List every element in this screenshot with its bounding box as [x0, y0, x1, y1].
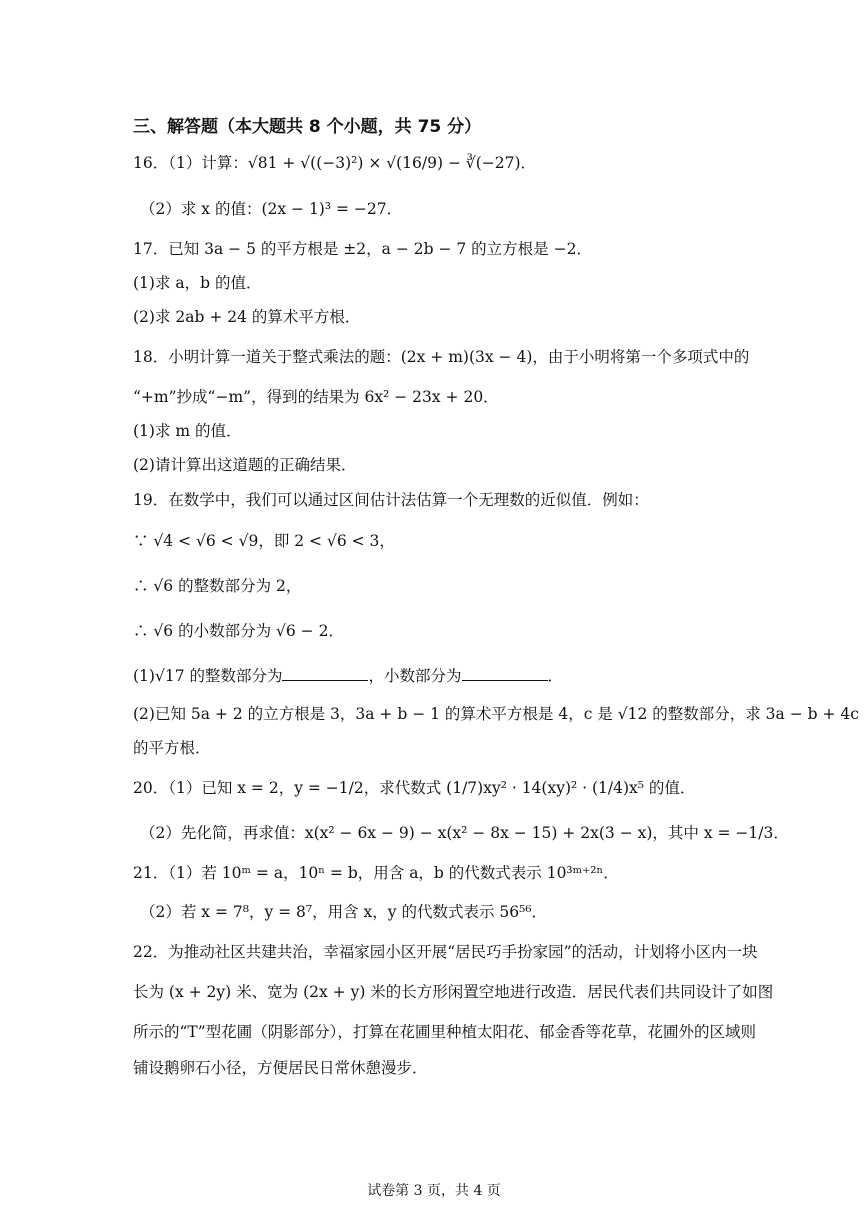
- q22-line4: 铺设鹅卵石小径，方便居民日常休憩漫步．: [133, 1059, 428, 1077]
- q18-part1: (1)求 m 的值．: [133, 422, 242, 440]
- q18-part2: (2)请计算出这道题的正确结果．: [133, 456, 357, 474]
- q19-part1-label1: (1)√17 的整数部分为: [133, 667, 283, 685]
- answer-blank-1[interactable]: [282, 666, 368, 681]
- q22-line1: 22．为推动社区共建共治，幸福家园小区开展“居民巧手扮家园”的活动，计划将小区内一块: [133, 943, 758, 961]
- q22-line2: 长为 (x + 2y) 米、宽为 (2x + y) 米的长方形闲置空地进行改造．居民代表们共同设计了如图: [133, 983, 774, 1001]
- q17-part1: (1)求 a，b 的值．: [133, 274, 262, 292]
- q18-stem-line2: “+m”抄成“−m”，得到的结果为 6x² − 23x + 20．: [133, 388, 499, 406]
- q16-part1: 16．（1）计算：√81 + √((−3)²) × √(16/9) − ∛(−27)．: [133, 154, 537, 172]
- section-title: 三、解答题（本大题共 8 个小题，共 75 分）: [133, 117, 482, 137]
- q19-part1: [133, 665, 563, 687]
- q22-line3: 所示的“T”型花圃（阴影部分），打算在花圃里种植太阳花、郁金香等花草，花圃外的区域则: [133, 1023, 756, 1041]
- q16-part2: （2）求 x 的值：(2x − 1)³ = −27．: [140, 200, 403, 218]
- q20-part2: （2）先化简，再求值：x(x² − 6x − 9) − x(x² − 8x − 15) + 2x(3 − x)，其中 x = −1/3．: [140, 824, 789, 842]
- q19-part2-line1: (2)已知 5a + 2 的立方根是 3，3a + b − 1 的算术平方根是 4，c 是 √12 的整数部分，求 3a − b + 4c: [133, 705, 859, 723]
- q17-stem: 17．已知 3a − 5 的平方根是 ±2，a − 2b − 7 的立方根是 −2．: [133, 240, 592, 258]
- q19-stem: 19．在数学中，我们可以通过区间估计法估算一个无理数的近似值．例如：: [133, 491, 649, 509]
- q19-example-line1: ∵ √4 < √6 < √9，即 2 < √6 < 3，: [133, 532, 395, 550]
- q20-part1: 20．（1）已知 x = 2，y = −1/2，求代数式 (1/7)xy² · 14(xy)² · (1/4)x⁵ 的值．: [133, 779, 696, 797]
- q21-part1: 21．（1）若 10ᵐ = a，10ⁿ = b，用含 a，b 的代数式表示 10³ᵐ⁺²ⁿ．: [133, 864, 619, 882]
- q19-example-line2: ∴ √6 的整数部分为 2，: [133, 577, 302, 595]
- answer-blank-2[interactable]: [462, 666, 548, 681]
- q19-part2-line2: 的平方根．: [133, 739, 211, 757]
- q19-part1-label2: ，小数部分为: [368, 667, 462, 685]
- q19-part1-end: ．: [547, 667, 564, 685]
- q19-example-line3: ∴ √6 的小数部分为 √6 − 2．: [133, 622, 344, 640]
- q18-stem-line1: 18．小明计算一道关于整式乘法的题：(2x + m)(3x − 4)，由于小明将第一个多项式中的: [133, 348, 750, 366]
- q17-part2: (2)求 2ab + 24 的算术平方根．: [133, 308, 361, 326]
- q21-part2: （2）若 x = 7⁸，y = 8⁷，用含 x，y 的代数式表示 56⁵⁶．: [140, 903, 548, 921]
- page-footer: 试卷第 3 页，共 4 页: [367, 1183, 501, 1199]
